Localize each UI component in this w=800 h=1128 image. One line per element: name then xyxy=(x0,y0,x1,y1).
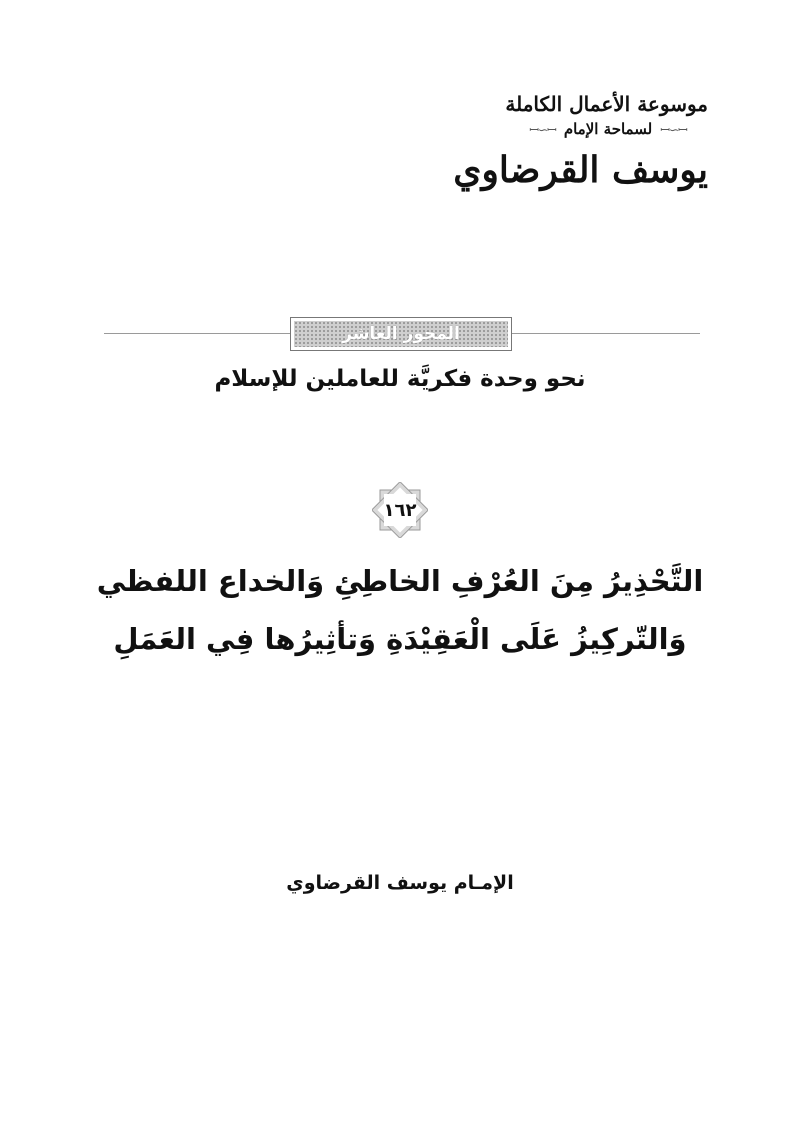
section-banner xyxy=(290,317,512,351)
author-name: الإمـام يوسف القرضاوي xyxy=(286,872,514,894)
ornament-icon: ꟷ∽ꟷ xyxy=(660,122,687,137)
section-subtitle: نحو وحدة فكريَّة للعاملين للإسلام xyxy=(214,366,586,392)
ornament-icon: ꟷ∽ꟷ xyxy=(529,122,556,137)
book-title-line-1: التَّحْذِيرُ مِنَ العُرْفِ الخاطِئِ وَالخداع اللفظي xyxy=(96,564,704,598)
logo-line-encyclopedia: موسوعة الأعمال الكاملة xyxy=(505,92,708,116)
section-banner-label: المحور العاشر xyxy=(342,324,460,344)
logo-line-imam-row xyxy=(508,118,708,140)
logo-line-imam: لسماحة الإمام xyxy=(563,120,653,138)
book-title-line-2: وَالتّركِيزُ عَلَى الْعَقِيْدَةِ وَتأثِيرُها فِي العَمَلِ xyxy=(113,622,687,656)
encyclopedia-logo xyxy=(453,90,708,215)
section-banner-fill xyxy=(294,321,508,347)
volume-number: ١٦٢ xyxy=(383,499,417,521)
divider-rule-left xyxy=(104,333,290,334)
divider-rule-right xyxy=(512,333,700,334)
logo-line-name: يوسف القرضاوي xyxy=(453,149,708,191)
